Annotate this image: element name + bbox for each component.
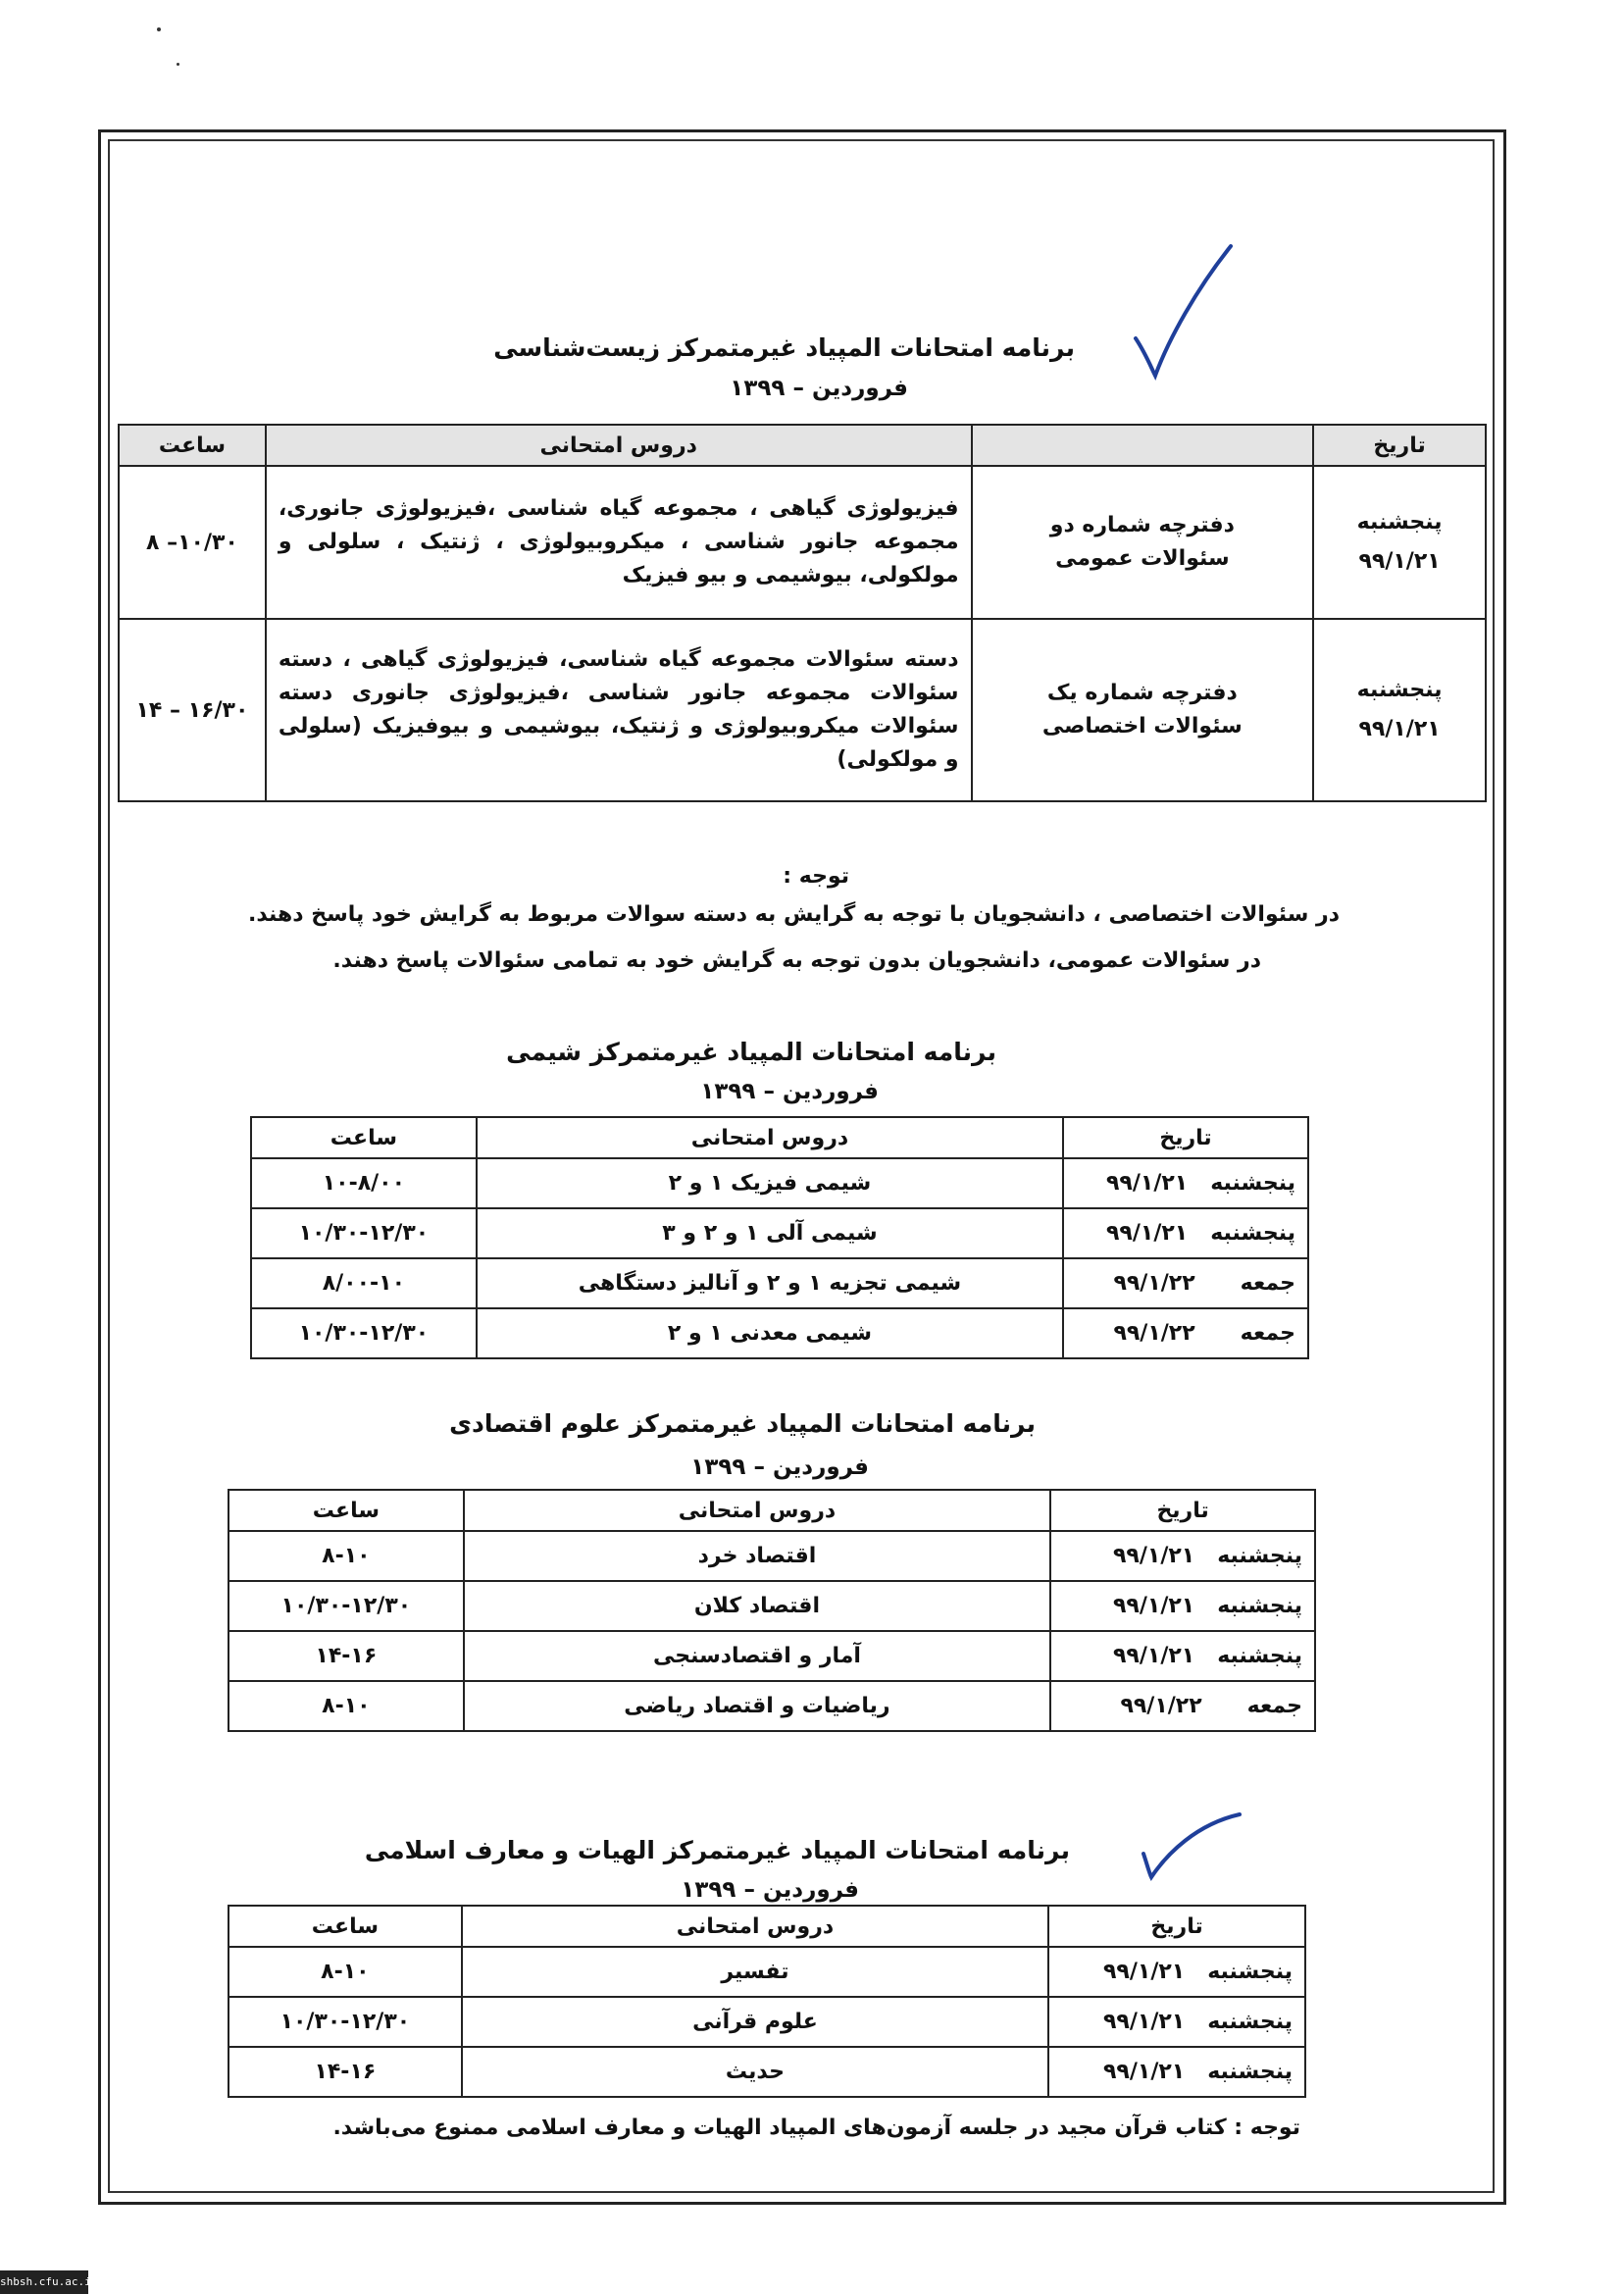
header-date: تاریخ (1063, 1117, 1308, 1158)
notes-heading: توجه : (783, 864, 849, 889)
day-label: پنجشنبه (1207, 1960, 1293, 1984)
course-cell: حدیث (462, 2047, 1048, 2097)
table-row (251, 1258, 1308, 1308)
time-cell (251, 1158, 477, 1208)
time-cell (119, 619, 266, 801)
date-label: ۹۹/۱/۲۲ (1113, 1321, 1195, 1346)
date-label: ۹۹/۱/۲۱ (1113, 1594, 1195, 1618)
econ-subtitle: فروردین – ۱۳۹۹ (690, 1454, 869, 1480)
date-cell (1048, 1947, 1305, 1997)
header-courses: دروس امتحانی (462, 1906, 1048, 1947)
econ-table (228, 1489, 1316, 1732)
econ-header-row (228, 1490, 1315, 1531)
day-label: جمعه (1240, 1271, 1295, 1296)
time-label: ۸-۱۰ (321, 1960, 370, 1984)
chem-header-row (251, 1117, 1308, 1158)
theo-table (228, 1905, 1306, 2098)
time-label: ۱۰/۳۰-۱۲/۳۰ (280, 1594, 412, 1618)
course-cell: اقتصاد خرد (464, 1531, 1050, 1581)
course-cell: تفسیر (462, 1947, 1048, 1997)
day-label: جمعه (1246, 1694, 1302, 1718)
day-label: پنجشنبه (1210, 1171, 1295, 1196)
date-label: ۹۹/۱/۲۲ (1120, 1694, 1202, 1718)
day-label: پنجشنبه (1207, 2060, 1293, 2084)
date-label: ۹۹/۱/۲۱ (1103, 1960, 1186, 1984)
header-date: تاریخ (1313, 425, 1486, 466)
chem-subtitle: فروردین – ۱۳۹۹ (700, 1079, 879, 1104)
course-cell: شیمی تجزیه ۱ و ۲ و آنالیز دستگاهی (477, 1258, 1063, 1308)
time-label: ۱۰-۸/۰۰ (322, 1171, 406, 1196)
checkmark-icon (1128, 240, 1236, 387)
theo-note: توجه : کتاب قرآن مجید در جلسه آزمون‌های المپیاد الهیات و معارف اسلامی ممنوع می‌باشد. (332, 2116, 1300, 2140)
footer-watermark: shbsh.cfu.ac.ir (0, 2270, 88, 2294)
date-label: ۹۹/۱/۲۱ (1113, 1544, 1195, 1568)
time-label: ۱۴-۱۶ (314, 2060, 377, 2084)
time-cell (228, 2047, 462, 2097)
bio-subtitle: فروردین – ۱۳۹۹ (730, 376, 908, 401)
day-label: پنجشنبه (1210, 1221, 1295, 1246)
day-label: جمعه (1240, 1321, 1295, 1346)
date-cell (1050, 1581, 1315, 1631)
date-cell (1050, 1531, 1315, 1581)
time-label: ۱۰/۳۰-۱۲/۳۰ (298, 1321, 430, 1346)
bio-table (118, 424, 1487, 802)
time-label: ۱۰/۳۰-۱۲/۳۰ (298, 1221, 430, 1246)
time-label: ۱۴ – ۱۶/۳۰ (135, 697, 249, 723)
notes-line-1: در سئوالات اختصاصی ، دانشجویان با توجه به گرایش به دسته سوالات مربوط به گرایش خود پاسخ دهند. (247, 902, 1340, 927)
bio-title: برنامه امتحانات المپیاد غیرمتمرکز زیست‌شناسی (493, 333, 1075, 362)
day-label: پنجشنبه (1356, 510, 1443, 535)
booklet-cell: دفترچه شماره دو سئوالات عمومی (972, 466, 1314, 619)
checkmark-icon (1138, 1805, 1245, 1883)
time-cell (228, 1581, 464, 1631)
table-row (251, 1158, 1308, 1208)
date-label: ۹۹/۱/۲۱ (1358, 717, 1441, 741)
booklet-cell: دفترچه شماره یک سئوالات اختصاصی (972, 619, 1314, 801)
scan-speck (177, 63, 179, 66)
time-label: ۸-۱۰ (322, 1544, 371, 1568)
table-row (228, 1681, 1315, 1731)
date-cell (1048, 1997, 1305, 2047)
theo-subtitle: فروردین – ۱۳۹۹ (681, 1877, 859, 1903)
notes-line-2: در سئوالات عمومی، دانشجویان بدون توجه به گرایش خود به تمامی سئوالات پاسخ دهند. (332, 948, 1261, 973)
date-cell (1050, 1681, 1315, 1731)
chem-table (250, 1116, 1309, 1359)
scan-speck (157, 27, 161, 31)
time-label: ۸ –۱۰/۳۰ (146, 530, 238, 555)
time-label: ۸-۱۰ (322, 1694, 371, 1718)
time-cell (228, 1947, 462, 1997)
header-booklet (972, 425, 1314, 466)
notes-block (783, 859, 849, 894)
course-cell: شیمی آلی ۱ و ۲ و ۳ (477, 1208, 1063, 1258)
date-label: ۹۹/۱/۲۱ (1103, 2010, 1186, 2034)
course-cell: اقتصاد کلان (464, 1581, 1050, 1631)
day-label: پنجشنبه (1217, 1544, 1302, 1568)
day-label: پنجشنبه (1217, 1644, 1302, 1668)
day-label: پنجشنبه (1217, 1594, 1302, 1618)
date-label: ۹۹/۱/۲۱ (1106, 1171, 1189, 1196)
table-row (228, 1997, 1305, 2047)
time-cell (251, 1258, 477, 1308)
table-row (228, 1631, 1315, 1681)
theo-header-row (228, 1906, 1305, 1947)
date-label: ۹۹/۱/۲۱ (1358, 549, 1441, 574)
time-cell (251, 1308, 477, 1358)
table-row (228, 1947, 1305, 1997)
table-row (119, 466, 1486, 619)
date-label: ۹۹/۱/۲۱ (1113, 1644, 1195, 1668)
course-cell: آمار و اقتصادسنجی (464, 1631, 1050, 1681)
date-cell (1313, 466, 1486, 619)
date-cell (1048, 2047, 1305, 2097)
chem-title: برنامه امتحانات المپیاد غیرمتمرکز شیمی (506, 1038, 996, 1066)
date-cell (1063, 1158, 1308, 1208)
course-cell: ریاضیات و اقتصاد ریاضی (464, 1681, 1050, 1731)
day-label: پنجشنبه (1207, 2010, 1293, 2034)
time-cell (228, 1531, 464, 1581)
courses-cell: فیزیولوژی گیاهی ، مجموعه گیاه شناسی ،فیزیولوژی جانوری، مجموعه جانور شناسی ، میکروبیولوژی ، ژنتیک ، سلولی و مولکولی، بیوشیمی و بیو فیزیک (266, 466, 972, 619)
table-row (228, 1581, 1315, 1631)
date-cell (1050, 1631, 1315, 1681)
header-courses: دروس امتحانی (266, 425, 972, 466)
header-date: تاریخ (1050, 1490, 1315, 1531)
date-cell (1063, 1308, 1308, 1358)
table-row (228, 2047, 1305, 2097)
date-cell (1063, 1258, 1308, 1308)
header-time: ساعت (251, 1117, 477, 1158)
header-time: ساعت (228, 1906, 462, 1947)
econ-title: برنامه امتحانات المپیاد غیرمتمرکز علوم اقتصادی (449, 1409, 1036, 1438)
time-label: ۱۴-۱۶ (315, 1644, 378, 1668)
day-label: پنجشنبه (1356, 678, 1443, 702)
header-date: تاریخ (1048, 1906, 1305, 1947)
course-cell: شیمی معدنی ۱ و ۲ (477, 1308, 1063, 1358)
course-cell: علوم قرآنی (462, 1997, 1048, 2047)
time-cell (251, 1208, 477, 1258)
time-label: ۸/۰۰-۱۰ (322, 1271, 406, 1296)
table-row (228, 1531, 1315, 1581)
table-row (251, 1308, 1308, 1358)
date-label: ۹۹/۱/۲۱ (1106, 1221, 1189, 1246)
header-time: ساعت (228, 1490, 464, 1531)
courses-cell: دسته سئوالات مجموعه گیاه شناسی، فیزیولوژی گیاهی ، دسته سئوالات مجموعه جانور شناسی ،فیزیولوژی جانوری دسته سئوالات میکروبیولوژی و ژنتیک، بیوشیمی و بیوفیزیک (سلولی و مولکولی) (266, 619, 972, 801)
time-cell (228, 1681, 464, 1731)
time-cell (119, 466, 266, 619)
time-cell (228, 1631, 464, 1681)
date-cell (1063, 1208, 1308, 1258)
date-label: ۹۹/۱/۲۲ (1113, 1271, 1195, 1296)
time-label: ۱۰/۳۰-۱۲/۳۰ (279, 2010, 411, 2034)
time-cell (228, 1997, 462, 2047)
header-courses: دروس امتحانی (464, 1490, 1050, 1531)
header-courses: دروس امتحانی (477, 1117, 1063, 1158)
header-time: ساعت (119, 425, 266, 466)
table-row (251, 1208, 1308, 1258)
date-label: ۹۹/۱/۲۱ (1103, 2060, 1186, 2084)
theo-title: برنامه امتحانات المپیاد غیرمتمرکز الهیات و معارف اسلامی (364, 1836, 1070, 1864)
bio-header-row (119, 425, 1486, 466)
table-row (119, 619, 1486, 801)
date-cell (1313, 619, 1486, 801)
course-cell: شیمی فیزیک ۱ و ۲ (477, 1158, 1063, 1208)
